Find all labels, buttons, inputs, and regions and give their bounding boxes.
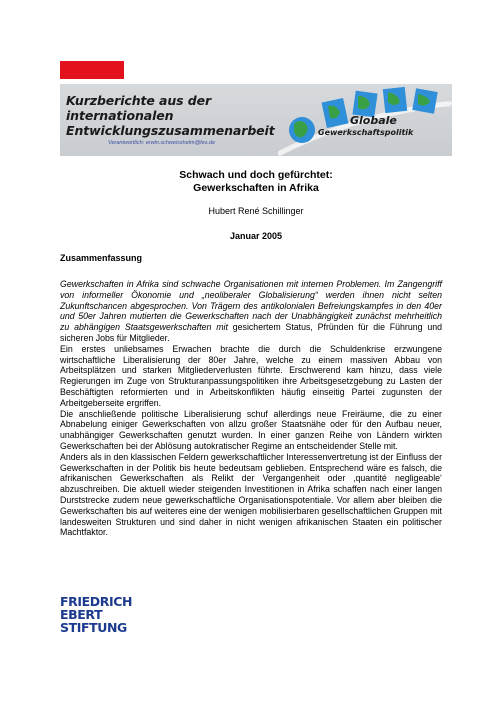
red-accent-bar xyxy=(60,61,124,79)
banner-title-line3: Entwicklungszusammenarbeit xyxy=(66,123,275,138)
fes-logo xyxy=(60,595,132,634)
summary-paragraph-1 xyxy=(60,279,442,344)
summary-text xyxy=(60,279,442,538)
globale-title: Globale xyxy=(350,114,397,127)
banner-title-line2: internationalen xyxy=(66,108,174,123)
globe-icon xyxy=(383,87,407,113)
summary-paragraph-4: Anders als in den klassischen Feldern gewerkschaftlicher Interessenvertretung ist der Einfluss der Gewerkschaften in der Politik bis heute bedeutsam geblieben. Entsprechend wäre es falsch, die afrikanischen Gewerkschaften als Relikt der Vergangenheit oder ‚quantité negligeable‘ abzuschreiben. Die aktuell wieder steigenden Investitionen in Afrika schaffen nach einer langen Durststrecke zudem neue gewerkschaftliche Organisationspotentiale. Vor allem aber bleiben die Gewerkschaften bis auf weiteres eine der wenigen mobilisierbaren gesellschaftlichen Gruppen mit landesweiten Strukturen und sind daher in nicht wenigen afrikanischen Staaten ein politischer Machtfaktor. xyxy=(60,451,442,538)
fes-logo-line3: STIFTUNG xyxy=(60,620,127,635)
summary-paragraph-1-cont: gesichertem Status, Pfründen für die Führung und sicheren Jobs für Mitglieder. xyxy=(60,322,442,343)
date: Januar 2005 xyxy=(229,231,283,241)
document-title-line1: Schwach und doch gefürchtet: xyxy=(179,169,333,181)
summary-paragraph-2: Ein erstes unliebsames Erwachen brachte die durch die Schuldenkrise erzwungene wirtschaftliche Liberalisierung der 80er Jahre, welche zu einem massiven Abbau von Arbeitsplätzen und starken Mitgliederverlusten führte. Erschwerend kam hinzu, dass viele Regierungen im Zuge von Strukturanpassungspolitiken ihre Arbeitsgesetzgebung zu Lasten der Beschäftigten reformierten und in Arbeitskonflikten häufig einseitig Partei zugunsten der Arbeitgeberseite ergriffen. xyxy=(60,343,442,408)
fes-logo-line1: FRIEDRICH xyxy=(60,594,133,609)
globale-subtitle: Gewerkschaftspolitik xyxy=(318,128,414,137)
header-banner xyxy=(60,84,452,156)
globe-icon xyxy=(412,88,437,113)
banner-title-line1: Kurzberichte aus der xyxy=(66,93,212,108)
globe-icon xyxy=(289,117,315,143)
banner-responsible-email[interactable]: Verantwortlich: erwin.schweisshelm@fes.de xyxy=(108,140,216,146)
summary-paragraph-1-italic: Gewerkschaften in Afrika sind schwache Organisationen mit internen Problemen. Im Zangengriff von informeller Ökonomie und „neoliberaler Globalisierung“ werden ihnen nicht selten Zukunftschancen abgesprochen. Von Trägern des antikolonialen Befreiungskampfes in den 40er und 50er Jahren mutierten die Gewerkschaften nach der Unabhängigkeit zunächst mehrheitlich zu abhängigen Staatsgewerkschaften mit xyxy=(60,279,442,333)
globe-icon xyxy=(322,98,349,128)
document-title-line2: Gewerkschaften in Afrika xyxy=(193,182,319,194)
section-heading: Zusammenfassung xyxy=(60,253,143,263)
summary-paragraph-3: Die anschließende politische Liberalisierung schuf allerdings neue Freiräume, die zu einer Abnabelung einiger Gewerkschaften von allzu großer Staatsnähe oder für den Aufbau neuer, unabhängiger Gewerkschaften genutzt wurden. In einer ganzen Reihe von Ländern wirkten Gewerkschaften bei der Ablösung autokratischer Regime an entscheidender Stelle mit. xyxy=(60,408,442,451)
author: Hubert René Schillinger xyxy=(208,206,304,216)
fes-logo-line2: EBERT xyxy=(60,607,103,622)
